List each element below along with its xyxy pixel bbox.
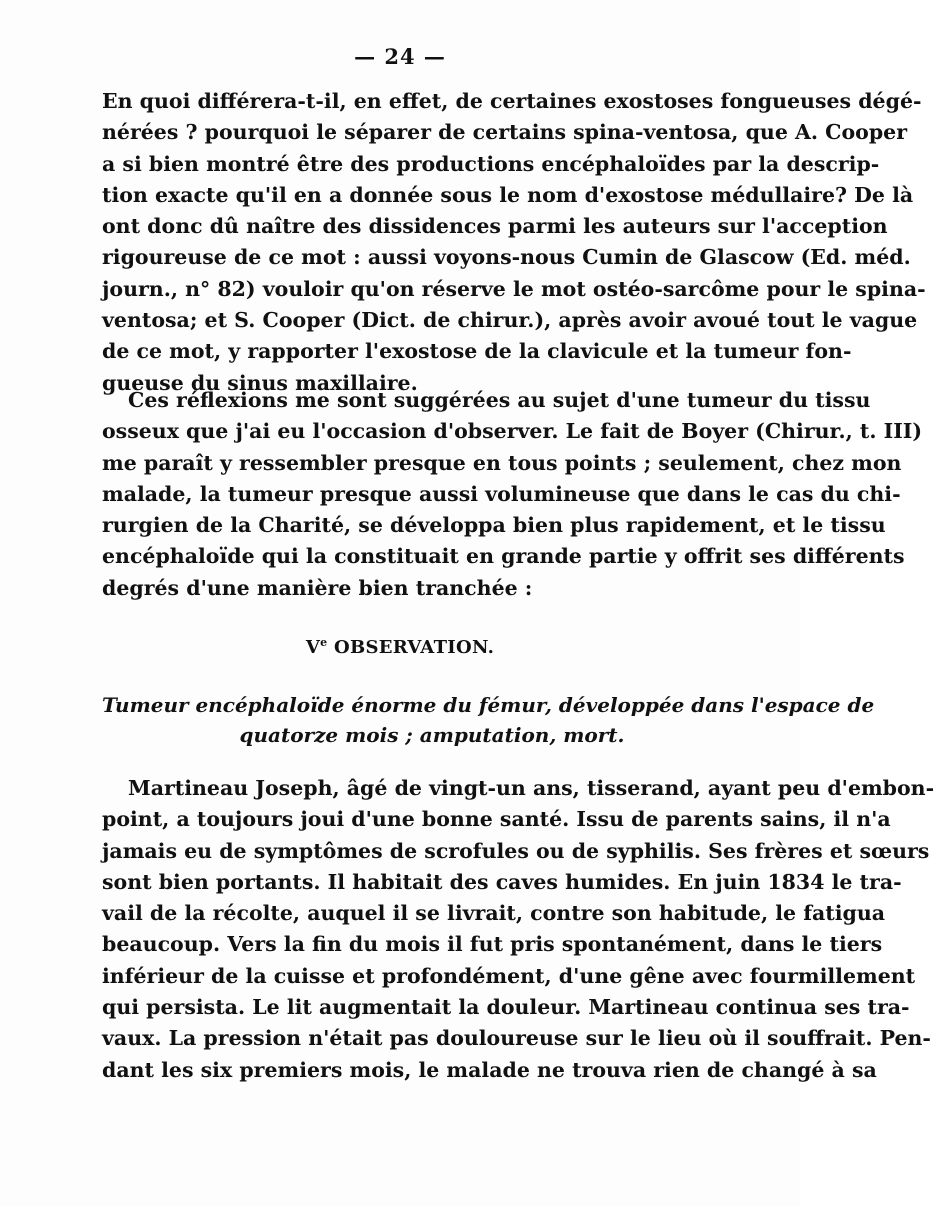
text-line: dant les six premiers mois, le malade ne trouva rien de changé à sa bbox=[102, 1057, 877, 1082]
paragraph-3 bbox=[102, 773, 934, 1086]
text-line: journ., n° 82) vouloir qu'on réserve le mot ostéo-sarcôme pour le spina- bbox=[102, 276, 926, 301]
text-line: vaux. La pression n'était pas douloureuse sur le lieu où il souffrait. Pen- bbox=[102, 1026, 931, 1051]
paragraph-2 bbox=[102, 385, 923, 604]
text-line: inférieur de la cuisse et profondément, d'une gêne avec fourmillement bbox=[102, 963, 916, 988]
observation-subtitle bbox=[102, 690, 875, 750]
text-line: rurgien de la Charité, se développa bien plus rapidement, et le tissu bbox=[102, 513, 886, 538]
observation-sup: e bbox=[320, 636, 328, 649]
text-line: En quoi différera-t-il, en effet, de certaines exostoses fongueuses dégé- bbox=[102, 89, 922, 113]
observation-numeral: V bbox=[305, 637, 321, 658]
text-line: Ces réflexions me sont suggérées au sujet d'une tumeur du tissu bbox=[128, 388, 871, 412]
text-line: degrés d'une manière bien tranchée : bbox=[102, 575, 533, 600]
paragraph-1 bbox=[102, 86, 926, 399]
text-line: jamais eu de symptômes de scrofules ou de syphilis. Ses frères et sœurs bbox=[102, 838, 930, 863]
text-line: ventosa; et S. Cooper (Dict. de chirur.), après avoir avoué tout le vague bbox=[102, 308, 918, 333]
text-line: tion exacte qu'il en a donnée sous le nom d'exostose médullaire? De là bbox=[102, 182, 914, 207]
text-line: a si bien montré être des productions encéphaloïdes par la descrip- bbox=[102, 151, 880, 176]
text-line: ont donc dû naître des dissidences parmi les auteurs sur l'acception bbox=[102, 214, 888, 239]
text-line: Martineau Joseph, âgé de vingt-un ans, tisserand, ayant peu d'embon- bbox=[128, 776, 934, 800]
text-line: de ce mot, y rapporter l'exostose de la clavicule et la tumeur fon- bbox=[102, 339, 852, 364]
text-line: qui persista. Le lit augmentait la douleur. Martineau continua ses tra- bbox=[102, 995, 910, 1020]
text-line: me paraît y ressembler presque en tous points ; seulement, chez mon bbox=[102, 450, 902, 475]
subtitle-line-2: quatorze mois ; amputation, mort. bbox=[239, 723, 625, 747]
text-line: sont bien portants. Il habitait des caves humides. En juin 1834 le tra- bbox=[102, 869, 902, 894]
text-line: osseux que j'ai eu l'occasion d'observer. Le fait de Boyer (Chirur., t. III) bbox=[102, 419, 923, 444]
text-line: beaucoup. Vers la fin du mois il fut pris spontanément, dans le tiers bbox=[102, 932, 883, 957]
text-line: point, a toujours joui d'une bonne santé. Issu de parents sains, il n'a bbox=[102, 807, 891, 832]
text-line: vail de la récolte, auquel il se livrait, contre son habitude, le fatigua bbox=[102, 901, 886, 926]
text-line: rigoureuse de ce mot : aussi voyons-nous Cumin de Glascow (Ed. méd. bbox=[102, 245, 911, 270]
page-number: — 24 — bbox=[354, 44, 446, 69]
text-line: encéphaloïde qui la constituait en grande partie y offrit ses différents bbox=[102, 544, 905, 569]
text-line: nérées ? pourquoi le séparer de certains spina-ventosa, que A. Cooper bbox=[102, 120, 908, 145]
text-line: gueuse du sinus maxillaire. bbox=[102, 370, 418, 395]
text-line: malade, la tumeur presque aussi volumineuse que dans le cas du chi- bbox=[102, 481, 901, 506]
subtitle-line-1: Tumeur encéphaloïde énorme du fémur, développée dans l'espace de bbox=[102, 693, 875, 717]
observation-heading bbox=[0, 636, 800, 658]
observation-label: OBSERVATION. bbox=[334, 637, 495, 658]
